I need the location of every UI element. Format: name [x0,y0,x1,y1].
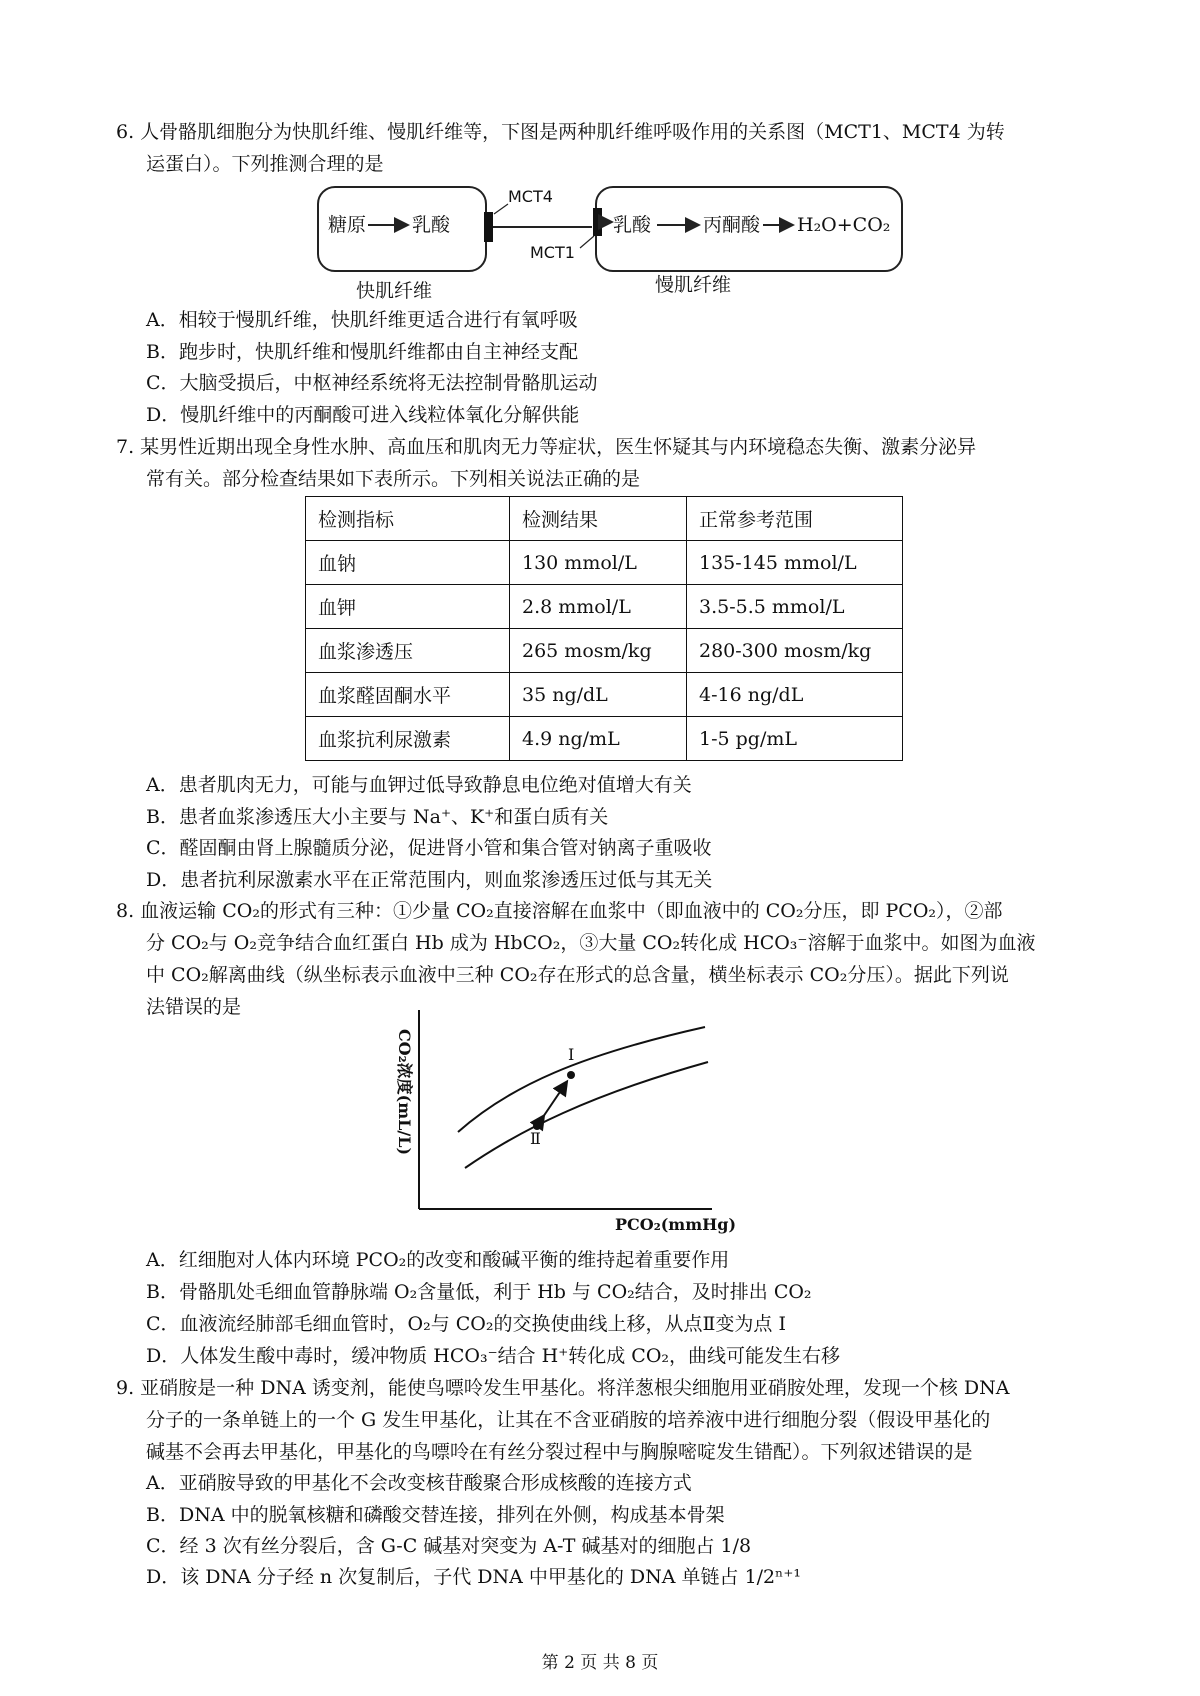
mct1-pointer [580,236,594,248]
q8-stem-line1: 8. 血液运输 CO₂的形式有三种：①少量 CO₂直接溶解在血浆中（即血液中的 CO₂分压，即 PCO₂），②部 [116,900,1003,922]
table-header: 检测结果 [510,497,687,541]
point-ii-label: Ⅱ [530,1129,541,1148]
glycogen-label: 糖原 [328,214,367,236]
q7-option-b: B．患者血浆渗透压大小主要与 Na⁺、K⁺和蛋白质有关 [146,806,609,828]
q7-results-table [305,496,903,761]
q8-option-a: A．红细胞对人体内环境 PCO₂的改变和酸碱平衡的维持起着重要作用 [146,1249,730,1271]
table-cell: 血浆渗透压 [306,629,510,673]
table-cell: 2.8 mmol/L [510,585,687,629]
table-cell: 280-300 mosm/kg [687,629,903,673]
q8-option-d: D．人体发生酸中毒时，缓冲物质 HCO₃⁻结合 H⁺转化成 CO₂，曲线可能发生右移 [146,1345,841,1367]
q9-stem-line2: 分子的一条单链上的一个 G 发生甲基化，让其在不含亚硝胺的培养液中进行细胞分裂（假设甲基化的 [146,1409,991,1431]
table-cell: 血钾 [306,585,510,629]
table-row [306,673,903,717]
table-cell: 血钠 [306,541,510,585]
table-cell: 130 mmol/L [510,541,687,585]
table-row [306,541,903,585]
q9-option-a: A．亚硝胺导致的甲基化不会改变核苷酸聚合形成核酸的连接方式 [146,1472,692,1494]
page-footer: 第 2 页 共 8 页 [541,1653,659,1673]
curve-upper [458,1027,705,1132]
q7-option-a: A．患者肌肉无力，可能与血钾过低导致静息电位绝对值增大有关 [146,774,692,796]
q7-option-d: D．患者抗利尿激素水平在正常范围内，则血浆渗透压过低与其无关 [146,869,713,891]
table-cell: 4-16 ng/dL [687,673,903,717]
point-i-label: I [568,1045,575,1064]
q9-option-b: B．DNA 中的脱氧核糖和磷酸交替连接，排列在外侧，构成基本骨架 [146,1504,725,1526]
q7-stem-line2: 常有关。部分检查结果如下表所示。下列相关说法正确的是 [146,468,641,490]
q6-option-b: B．跑步时，快肌纤维和慢肌纤维都由自主神经支配 [146,341,578,363]
mct4-label: MCT4 [508,187,553,206]
table-cell: 135-145 mmol/L [687,541,903,585]
x-axis-label: PCO₂(mmHg) [615,1215,737,1234]
water-co2-label: H₂O+CO₂ [797,214,891,236]
q6-stem-line2: 运蛋白）。下列推测合理的是 [146,153,384,175]
q6-stem-line1: 6. 人骨骼肌细胞分为快肌纤维、慢肌纤维等，下图是两种肌纤维呼吸作用的关系图（MCT1、MCT4 为转 [116,121,1005,143]
table-cell: 血浆抗利尿激素 [306,717,510,761]
q7-stem-line1: 7. 某男性近期出现全身性水肿、高血压和肌肉无力等症状，医生怀疑其与内环境稳态失衡、激素分泌异 [116,436,977,458]
q6-option-a: A．相较于慢肌纤维，快肌纤维更适合进行有氧呼吸 [146,309,578,331]
q6-option-d: D．慢肌纤维中的丙酮酸可进入线粒体氧化分解供能 [146,404,580,426]
table-cell: 4.9 ng/mL [510,717,687,761]
table-row [306,717,903,761]
table-header: 正常参考范围 [687,497,903,541]
table-row [306,585,903,629]
q9-option-c: C．经 3 次有丝分裂后，含 G-C 碱基对突变为 A-T 碱基对的细胞占 1/8 [146,1535,752,1557]
mct4-transporter [484,212,493,242]
lactate-slow-label: 乳酸 [613,214,652,236]
q9-option-d: D．该 DNA 分子经 n 次复制后，子代 DNA 中甲基化的 DNA 单链占 1/2ⁿ⁺¹ [146,1566,802,1588]
fast-fiber-label: 快肌纤维 [356,280,433,302]
q6-diagram-arrows [0,0,1200,330]
curve-lower [465,1062,708,1168]
y-axis-label: CO₂浓度(mL/L) [395,1028,414,1156]
q8-stem-line3: 中 CO₂解离曲线（纵坐标表示血液中三种 CO₂存在形式的总含量，横坐标表示 CO₂分压）。据此下列说 [146,964,1009,986]
q8-option-b: B．骨骼肌处毛细血管静脉端 O₂含量低，利于 Hb 与 CO₂结合，及时排出 CO₂ [146,1281,812,1303]
table-cell: 血浆醛固酮水平 [306,673,510,717]
table-row [306,629,903,673]
table-cell: 265 mosm/kg [510,629,687,673]
mct1-label: MCT1 [530,243,575,262]
table-header-row [306,497,903,541]
q8-stem-line4: 法错误的是 [146,996,242,1018]
q9-stem-line1: 9. 亚硝胺是一种 DNA 诱变剂，能使鸟嘌呤发生甲基化。将洋葱根尖细胞用亚硝胺处理，发现一个核 DNA [116,1377,1010,1399]
q9-stem-line3: 碱基不会再去甲基化，甲基化的鸟嘌呤在有丝分裂过程中与胸腺嘧啶发生错配）。下列叙述错误的是 [146,1441,973,1463]
q6-option-c: C．大脑受损后，中枢神经系统将无法控制骨骼肌运动 [146,372,598,394]
lactate-fast-label: 乳酸 [412,214,451,236]
slow-fiber-label: 慢肌纤维 [655,274,732,296]
table-cell: 35 ng/dL [510,673,687,717]
q7-option-c: C．醛固酮由肾上腺髓质分泌，促进肾小管和集合管对钠离子重吸收 [146,837,712,859]
mct4-pointer [494,204,508,214]
pyruvate-label: 丙酮酸 [703,214,761,236]
double-arrow [543,1083,566,1117]
table-cell: 1-5 pg/mL [687,717,903,761]
q8-stem-line2: 分 CO₂与 O₂竞争结合血红蛋白 Hb 成为 HbCO₂，③大量 CO₂转化成 HCO₃⁻溶解于血浆中。如图为血液 [146,932,1036,954]
table-header: 检测指标 [306,497,510,541]
q8-graph-svg [380,1000,720,1230]
q8-option-c: C．血液流经肺部毛细血管时，O₂与 CO₂的交换使曲线上移，从点Ⅱ变为点 I [146,1313,786,1335]
table-cell: 3.5-5.5 mmol/L [687,585,903,629]
point-i [567,1071,575,1079]
mct1-transporter [593,208,602,236]
